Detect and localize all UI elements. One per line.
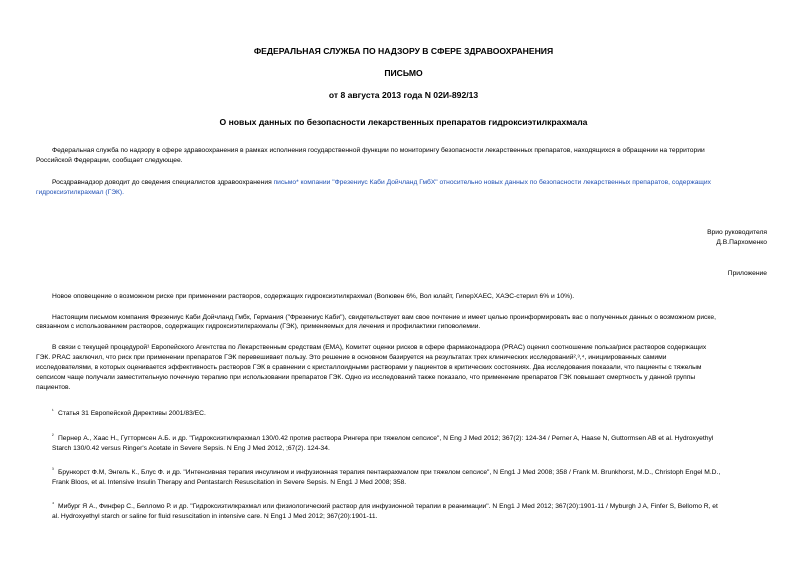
footnote-3-marker: ³ bbox=[52, 467, 54, 473]
appendix-paragraph-2-line-3: исследователями, в которых оценивается эффективность растворов ГЭК в сравнении с кристаллоидными растворами у пациентов в критических состояниях. Два исследования показали, что пациенты с тяжелым bbox=[36, 364, 702, 371]
appendix-paragraph-2-line-1: В связи с текущей процедурой¹ Европейского Агентства по Лекарственным средствам (ЕМА), Комитет оценки рисков в сфере фармаконадзора (PRAC) оценил соотношение польза/риск растворов содержащих bbox=[52, 344, 707, 351]
appendix-paragraph-1-line-2: связанном с использованием растворов, содержащих гидроксиэтилкрахмалы (ГЭК), применяемых для лечения и профилактики гиповолемии. bbox=[36, 323, 481, 330]
footnote-1: Статья 31 Европейской Директивы 2001/83/ЕС. bbox=[58, 410, 206, 417]
appendix-label: Приложение bbox=[727, 270, 767, 277]
paragraph-1-line-1: Федеральная служба по надзору в сфере здравоохранения в рамках исполнения государственной функции по мониторингу безопасности лекарственных препаратов, находящихся в обращении на территории bbox=[52, 147, 705, 154]
signature-position: Врио руководителя bbox=[707, 229, 767, 236]
footnote-2-line-2: Starch 130/0.42 versus Ringer's Acetate in Severe Sepsis. N Eng J Med 2012, ;67(2). 124-34. bbox=[52, 445, 330, 452]
footnote-4-marker: ⁴ bbox=[52, 501, 55, 507]
footnote-2-marker: ² bbox=[52, 433, 54, 439]
paragraph-1-line-2: Российской Федерации, сообщает следующее. bbox=[36, 157, 183, 164]
footnote-1-marker: ¹ bbox=[52, 408, 54, 414]
agency-title: ФЕДЕРАЛЬНАЯ СЛУЖБА ПО НАДЗОРУ В СФЕРЕ ЗДРАВООХРАНЕНИЯ bbox=[253, 46, 554, 56]
fresenius-letter-link-continued[interactable]: гидроксиэтилкрахмал (ГЭК). bbox=[36, 189, 124, 196]
document-type: ПИСЬМО bbox=[384, 68, 423, 78]
footnote-4-line-1: Мибург Я А., Финфер С., Белломо Р. и др. "Гидроксиэтилкрахмал или физиологический раствор для инфузионной терапии в реанимации". N Eng1 J Med 2012; 367(20):1901-11 / Myburgh J A, Finfer S, Bellomo R, et bbox=[58, 503, 718, 510]
document-date-number: от 8 августа 2013 года N 02И-892/13 bbox=[328, 90, 479, 100]
footnote-2-line-1: Пернер А., Хаас Н., Гуттормсен А.Б. и др. "Гидроксиэтилкрахмал 130/0.42 против раствора Рингера при тяжелом сепсисе", N Eng J Med 2012; 367(2): 124-34 / Perner A, Haase N, Guttormsen AB et al. Hydroxyethyl bbox=[58, 435, 714, 442]
footnote-4-line-2: al. Hydroxyethyl starch or saline for fluid resuscitation in intensive care. N Eng1 J Med 2012; 367(20):1901-11. bbox=[52, 513, 378, 520]
appendix-heading: Новое оповещение о возможном риске при применении растворов, содержащих гидроксиэтилкрахмал (Волювен 6%, Вол юлайт, ГиперХАЕС, ХАЭС-стерил 6% и 10%). bbox=[52, 293, 575, 300]
paragraph-2-prefix: Росздравнадзор доводит до сведения специалистов здравоохранения bbox=[52, 179, 274, 186]
footnote-3-line-2: Frank Bloos, et al. Intensive Insulin Therapy and Pentastarch Resuscitation in Severe Sepsis. N Eng1 J Med 2008; 358. bbox=[52, 479, 407, 486]
document-subject: О новых данных по безопасности лекарственных препаратов гидроксиэтилкрахмала bbox=[219, 117, 588, 127]
appendix-paragraph-2-line-2: ГЭК. PRAC заключил, что риск при применении препаратов ГЭК перевешивает пользу. Это решение в основном базируется на результатах трех клинических исследований²,³,⁴, инициированных самими bbox=[36, 354, 667, 361]
paragraph-2-line-1 bbox=[52, 178, 711, 187]
footnote-3-line-1: Брункорст Ф.М, Энгель К., Блус Ф. и др. "Интенсивная терапия инсулином и инфузионная терапия пентакрахмалом при тяжелом сепсисе", N Eng1 J Med 2008; 358 / Frank M. Brunkhorst, M.D., Christoph Engel M.D., bbox=[58, 469, 721, 476]
appendix-paragraph-2-line-5: пациентов. bbox=[36, 384, 71, 391]
appendix-paragraph-2-line-4: сепсисом чаще получали заместительную почечную терапию при использовании препаратов ГЭК. Одно из исследований также показало, что применение препаратов ГЭК повышает смертность у данной группы bbox=[36, 374, 696, 381]
fresenius-letter-link[interactable]: письмо* компании "Фрезениус Каби Дойчланд ГмбХ" относительно новых данных по безопасности лекарственных препаратов, содержащих bbox=[273, 179, 712, 186]
appendix-paragraph-1-line-1: Настоящим письмом компания Фрезениус Каби Дойчланд Гмбх, Германия ("Фрезениус Каби"), свидетельствует вам свое почтение и имеет целью проинформировать вас о полученных данных о возможном риске, bbox=[52, 314, 716, 321]
signature-name: Д.В.Пархоменко bbox=[716, 239, 767, 246]
